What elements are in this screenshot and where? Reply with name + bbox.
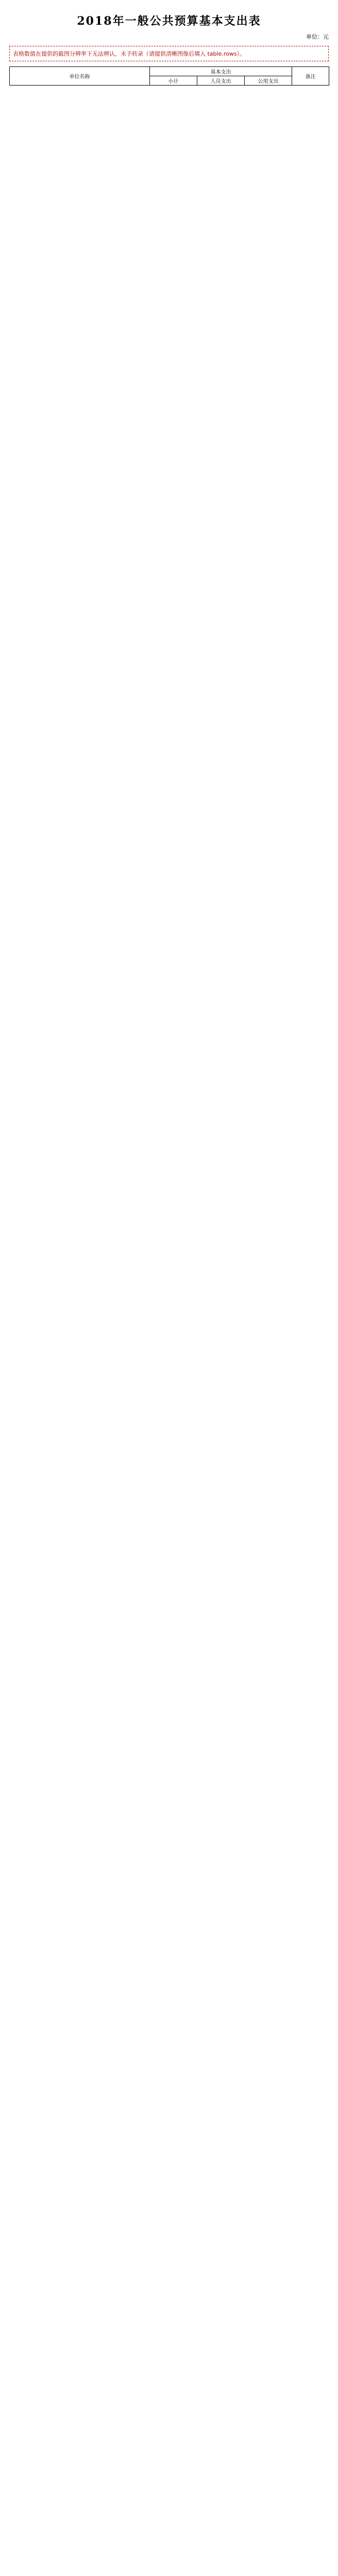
header-public: 公用支出 <box>245 76 292 86</box>
header-row-1 <box>10 67 329 76</box>
header-personnel: 人员支出 <box>197 76 245 86</box>
unit-note: 单位：元 <box>306 33 329 40</box>
header-basic-group: 基本支出 <box>150 67 292 76</box>
header-total: 小计 <box>150 76 197 86</box>
document-page <box>0 0 338 101</box>
budget-table <box>9 66 329 86</box>
header-remark: 备注 <box>292 67 329 86</box>
transcription-notice: 表格数值在提供的截图分辨率下无法辨认，未予转录（请提供清晰图像后填入 table.rows）。 <box>9 46 329 61</box>
header-name: 单位名称 <box>10 67 150 86</box>
document-title: 2018年一般公共预算基本支出表 <box>77 14 261 28</box>
